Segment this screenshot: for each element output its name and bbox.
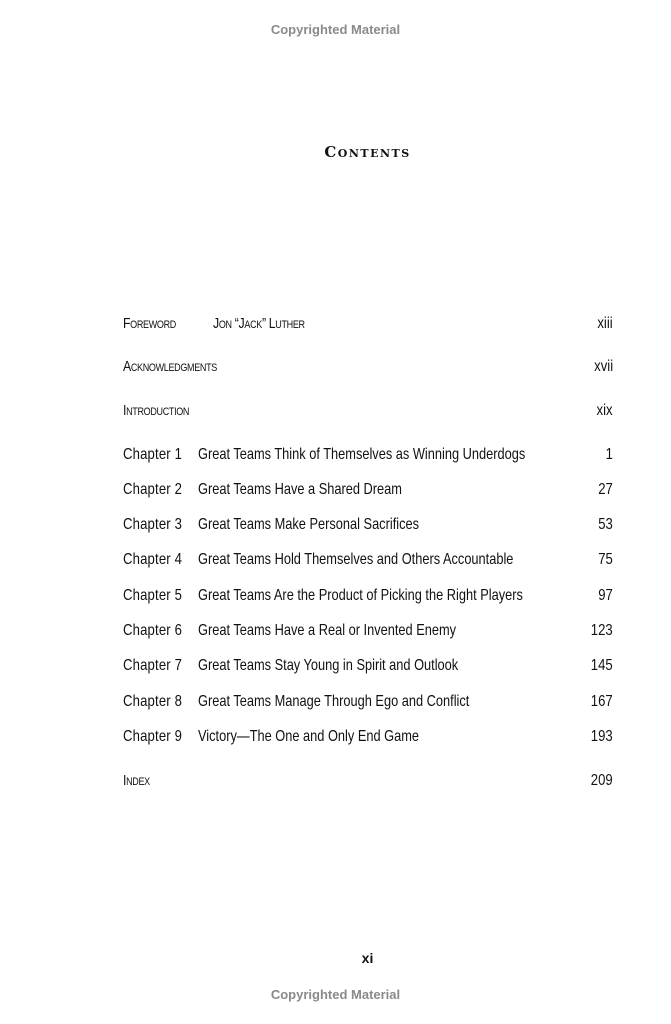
toc-entry-index[interactable] (123, 770, 613, 792)
toc-entry-chapter-1[interactable] (123, 444, 613, 466)
chapter-label: Chapter 8 (123, 693, 183, 710)
toc-entry-label: Introduction (123, 402, 190, 419)
toc-entry-chapter-2[interactable] (123, 479, 613, 501)
toc-entry-page: 123 (591, 622, 613, 639)
toc-entry-page: 1 (605, 446, 613, 463)
chapter-label: Chapter 2 (123, 481, 183, 498)
toc-entry-introduction[interactable] (123, 400, 613, 422)
toc-entry-foreword[interactable] (123, 313, 613, 335)
page-number: xi (361, 950, 374, 966)
toc-entry-page: 27 (598, 481, 613, 498)
chapter-label: Chapter 6 (123, 622, 183, 639)
chapter-title: Victory—The One and Only End Game (198, 728, 420, 745)
toc-entry-chapter-5[interactable] (123, 585, 613, 607)
toc-entry-page: xix (596, 402, 613, 419)
chapter-title: Great Teams Have a Real or Invented Enemy (198, 622, 457, 639)
toc-entry-page: 193 (591, 728, 613, 745)
toc-entry-chapter-3[interactable] (123, 514, 613, 536)
chapter-title: Great Teams Have a Shared Dream (198, 481, 402, 498)
toc-entry-chapter-6[interactable] (123, 620, 613, 642)
toc-entry-chapter-8[interactable] (123, 691, 613, 713)
chapter-title: Great Teams Stay Young in Spirit and Outlook (198, 657, 459, 674)
chapter-title: Great Teams Hold Themselves and Others Accountable (198, 551, 514, 568)
toc-entry-page: 209 (591, 772, 613, 789)
toc-entry-label: Acknowledgments (123, 358, 217, 375)
toc-entry-page: 145 (591, 657, 613, 674)
chapter-label: Chapter 3 (123, 516, 183, 533)
toc-entry-page: xvii (594, 358, 613, 375)
toc-entry-author: Jon “Jack” Luther (213, 315, 305, 332)
toc-entry-page: 97 (598, 587, 613, 604)
chapter-label: Chapter 5 (123, 587, 183, 604)
toc-entry-label: Index (123, 772, 150, 789)
toc-entry-acknowledgments[interactable] (123, 356, 613, 378)
copyright-watermark-top: Copyrighted Material (270, 22, 401, 37)
toc-entry-page: xiii (597, 315, 613, 332)
chapter-title: Great Teams Are the Product of Picking the Right Players (198, 587, 523, 604)
toc-entry-page: 53 (598, 516, 613, 533)
chapter-title: Great Teams Make Personal Sacrifices (198, 516, 420, 533)
chapter-label: Chapter 4 (123, 551, 183, 568)
toc-entry-chapter-4[interactable] (123, 549, 613, 571)
toc-entry-page: 75 (598, 551, 613, 568)
toc-entry-page: 167 (591, 693, 613, 710)
page-title: Contents (324, 143, 411, 161)
toc-entry-label: Foreword (123, 315, 177, 332)
toc-entry-chapter-9[interactable] (123, 726, 613, 748)
chapter-label: Chapter 9 (123, 728, 183, 745)
chapter-label: Chapter 1 (123, 446, 183, 463)
chapter-label: Chapter 7 (123, 657, 183, 674)
chapter-title: Great Teams Manage Through Ego and Conflict (198, 693, 470, 710)
copyright-watermark-bottom: Copyrighted Material (270, 987, 401, 1002)
toc-entry-chapter-7[interactable] (123, 655, 613, 677)
chapter-title: Great Teams Think of Themselves as Winning Underdogs (198, 446, 526, 463)
